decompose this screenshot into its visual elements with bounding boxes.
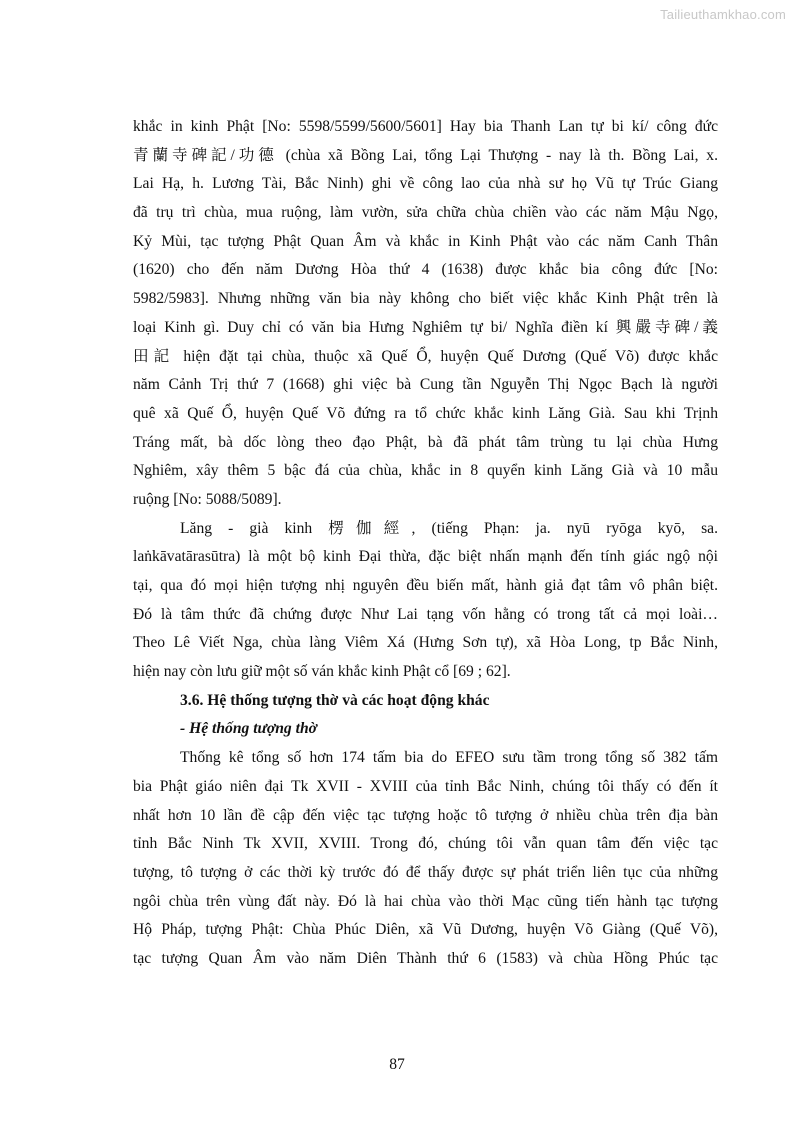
section-heading: 3.6. Hệ thống tượng thờ và các hoạt động khác — [180, 691, 490, 709]
text-line: ngôi chùa trên vùng đất này. Đó là hai chùa vào thời Mạc cũng tiến hành tạc tượng — [133, 892, 718, 910]
text-line: Thống kê tổng số hơn 174 tấm bia do EFEO sưu tầm trong tổng số 382 tấm — [180, 749, 718, 767]
text-line: loại Kinh gì. Duy chỉ có văn bia Hưng Nghiêm tự bi/ Nghĩa điền kí 興嚴寺碑/義 — [133, 318, 718, 336]
text-line: quê xã Quế Ổ, huyện Quế Võ đứng ra tổ chức khắc kinh Lăng Già. Sau khi Trịnh — [133, 404, 718, 422]
text-line: tạc tượng Quan Âm vào năm Diên Thành thứ 6 (1583) và chùa Hồng Phúc tạc — [133, 949, 718, 967]
text-line: đã trụ trì chùa, mua ruộng, làm vườn, sửa chữa chùa chiền vào các năm Mậu Ngọ, — [133, 204, 718, 222]
text-line: Kỷ Mùi, tạc tượng Phật Quan Âm và khắc in Kinh Phật vào các năm Canh Thân — [133, 232, 718, 250]
text-line: laṅkāvatārasūtra) là một bộ kinh Đại thừa, đặc biệt nhấn mạnh đến tính giác ngộ nội — [133, 548, 718, 566]
text-line: ruộng [No: 5088/5089]. — [133, 490, 282, 508]
page-number: 87 — [389, 1056, 405, 1073]
text-line: hiện nay còn lưu giữ một số ván khắc kinh Phật cổ [69 ; 62]. — [133, 663, 511, 681]
text-line: 田記 hiện đặt tại chùa, thuộc xã Quế Ổ, huyện Quế Dương (Quế Võ) được khắc — [133, 347, 718, 365]
subsection-heading: - Hệ thống tượng thờ — [180, 720, 317, 738]
text-line: 青蘭寺碑記/功德 (chùa xã Bồng Lai, tổng Lại Thượng - nay là th. Bồng Lai, x. — [133, 146, 718, 164]
text-line: (1620) cho đến năm Dương Hòa thứ 4 (1638) được khắc bia công đức [No: — [133, 261, 718, 279]
text-line: Lăng - già kinh 楞伽經, (tiếng Phạn: ja. nyū ryōga kyō, sa. — [180, 519, 718, 537]
text-line: 5982/5983]. Nhưng những văn bia này không cho biết việc khắc Kinh Phật trên là — [133, 290, 718, 308]
text-line: nhất hơn 10 lần đề cập đến việc tạc tượng hoặc tô tượng ở nhiều chùa trên địa bàn — [133, 806, 718, 824]
text-line: bia Phật giáo niên đại Tk XVII - XVIII của tỉnh Bắc Ninh, chúng tôi thấy có đến ít — [133, 777, 718, 795]
text-line: Lai Hạ, h. Lương Tài, Bắc Ninh) ghi về công lao của nhà sư họ Vũ tự Trúc Giang — [133, 175, 718, 193]
text-line: Tráng mất, bà dốc lòng theo đạo Phật, bà đã phát tâm trùng tu lại chùa Hưng — [133, 433, 718, 451]
text-line: tỉnh Bắc Ninh Tk XVII, XVIII. Trong đó, chúng tôi vẫn quan tâm đến việc tạc — [133, 835, 718, 853]
watermark: Tailieuthamkhao.com — [660, 7, 786, 22]
text-line: Theo Lê Viết Nga, chùa làng Viêm Xá (Hưng Sơn tự), xã Hòa Long, tp Bắc Ninh, — [133, 634, 718, 652]
text-line: Hộ Pháp, tượng Phật: Chùa Phúc Diên, xã Vũ Dương, huyện Võ Giàng (Quế Võ), — [133, 921, 718, 939]
text-line: năm Cảnh Trị thứ 7 (1668) ghi việc bà Cung tần Nguyễn Thị Ngọc Bạch là người — [133, 376, 718, 394]
document-body — [133, 113, 718, 974]
text-line: Đó là tâm thức đã chứng được Như Lai tạng vốn hằng có trong tất cả mọi loài… — [133, 605, 718, 623]
text-line: khắc in kinh Phật [No: 5598/5599/5600/5601] Hay bia Thanh Lan tự bi kí/ công đức — [133, 118, 718, 135]
text-line: tại, qua đó mọi hiện tượng nhị nguyên đều biến mất, hành giả đạt tâm vô phân biệt. — [133, 577, 718, 594]
text-line: Nghiêm, xây thêm 5 bậc đá của chùa, khắc in 8 quyển kinh Lăng Già và 10 mẫu — [133, 462, 718, 480]
text-line: tượng, tô tượng ở các thời kỳ trước đó để thấy được sự phát triển liên tục của những — [133, 863, 718, 881]
